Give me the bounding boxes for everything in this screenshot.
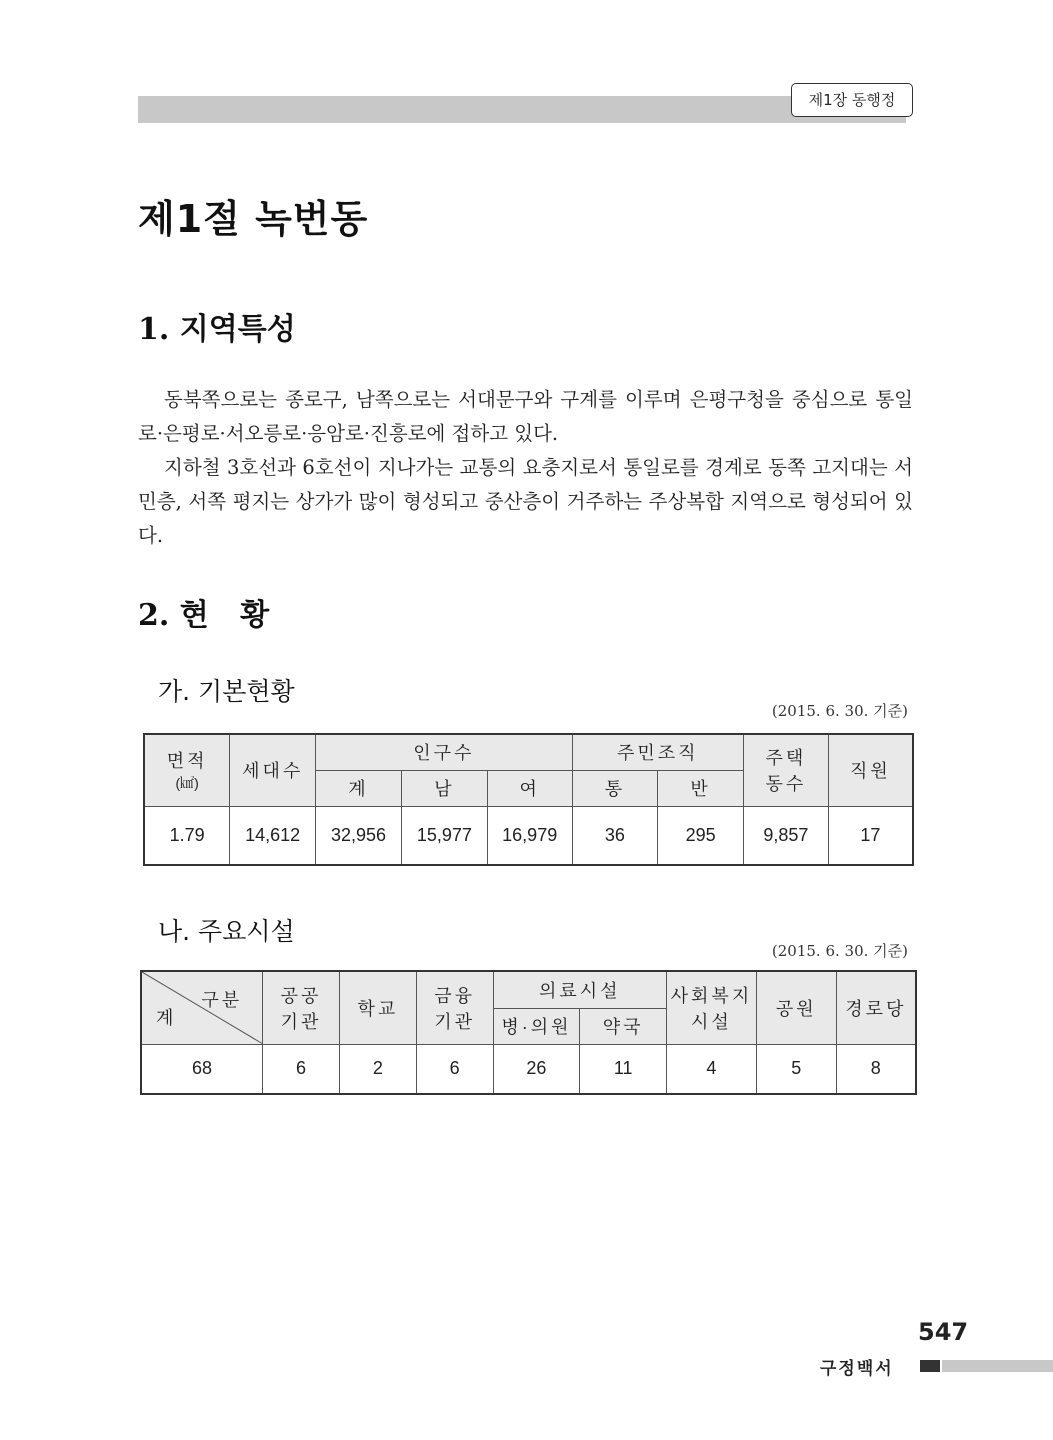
header-hospital: 병·의원	[493, 1008, 580, 1044]
value-public: 6	[263, 1044, 340, 1094]
value-households: 14,612	[230, 806, 316, 865]
header-public-1: 공공	[280, 985, 322, 1006]
heading-basic-status: 가. 기본현황	[158, 677, 295, 706]
header-public-2: 기관	[280, 1011, 322, 1032]
value-housing: 9,857	[743, 806, 828, 865]
header-finance-1: 금융	[434, 985, 476, 1006]
header-housing-1: 주택	[765, 748, 807, 769]
facilities-table	[140, 970, 917, 1095]
header-pop-male: 남	[401, 770, 487, 806]
header-pop-female: 여	[487, 770, 572, 806]
paragraph-2: 지하철 3호선과 6호선이 지나가는 교통의 요충지로서 통일로를 경계로 동쪽 고지대는 서민층, 서쪽 평지는 상가가 많이 형성되고 중산층이 거주하는 주상복합 지역으로 형성되어 있다.	[138, 456, 913, 547]
header-tong: 통	[572, 770, 658, 806]
header-population: 인구수	[316, 734, 573, 770]
header-households: 세대수	[230, 734, 316, 806]
header-welfare	[667, 971, 757, 1044]
header-category-total	[141, 971, 263, 1044]
basic-status-table	[143, 733, 914, 866]
footer-book-title: 구정백서	[820, 1359, 894, 1379]
header-housing	[743, 734, 828, 806]
header-school: 학교	[339, 971, 416, 1044]
header-resident-org: 주민조직	[572, 734, 743, 770]
value-area: 1.79	[144, 806, 230, 865]
chapter-tab: 제1장 동행정	[791, 83, 913, 117]
facilities-base-date: (2015. 6. 30. 기준)	[771, 942, 908, 960]
header-senior: 경로당	[836, 971, 916, 1044]
value-finance: 6	[416, 1044, 493, 1094]
footer-bar-light	[942, 1360, 1053, 1372]
heading-status: 2. 현 황	[138, 598, 270, 633]
value-pop-total: 32,956	[316, 806, 402, 865]
value-welfare: 4	[667, 1044, 757, 1094]
section-title: 제1절 녹번동	[138, 197, 369, 241]
body-paragraphs	[138, 383, 913, 553]
header-pop-total: 계	[316, 770, 402, 806]
header-staff: 직원	[828, 734, 913, 806]
paragraph-1: 동북쪽으로는 종로구, 남쪽으로는 서대문구와 구계를 이루며 은평구청을 중심으로 통일로·은평로·서오릉로·응암로·진흥로에 접하고 있다.	[138, 388, 913, 445]
header-area	[144, 734, 230, 806]
value-ban: 295	[658, 806, 744, 865]
value-tong: 36	[572, 806, 658, 865]
value-hospital: 26	[493, 1044, 580, 1094]
header-ban: 반	[658, 770, 744, 806]
heading-major-facilities: 나. 주요시설	[158, 917, 295, 946]
value-school: 2	[339, 1044, 416, 1094]
header-welfare-1: 사회복지	[670, 985, 753, 1006]
header-housing-2: 동수	[765, 774, 807, 795]
value-pop-male: 15,977	[401, 806, 487, 865]
header-welfare-2: 시설	[691, 1011, 732, 1032]
table-row	[141, 1044, 916, 1094]
footer-bar-dark	[920, 1360, 940, 1372]
header-category: 구분	[201, 990, 243, 1010]
page-number: 547	[918, 1318, 969, 1346]
value-total: 68	[141, 1044, 263, 1094]
basic-base-date: (2015. 6. 30. 기준)	[771, 702, 908, 720]
header-finance	[416, 971, 493, 1044]
header-medical: 의료시설	[493, 971, 667, 1008]
header-public	[263, 971, 340, 1044]
header-area-label: 면적	[166, 751, 208, 772]
value-staff: 17	[828, 806, 913, 865]
value-pharmacy: 11	[580, 1044, 667, 1094]
value-park: 5	[756, 1044, 836, 1094]
header-pharmacy: 약국	[580, 1008, 667, 1044]
heading-regional-characteristics: 1. 지역특성	[138, 312, 296, 347]
value-pop-female: 16,979	[487, 806, 572, 865]
header-finance-2: 기관	[434, 1011, 476, 1032]
header-area-unit: (㎢)	[175, 775, 199, 792]
header-park: 공원	[756, 971, 836, 1044]
header-total: 계	[156, 1007, 177, 1028]
value-senior: 8	[836, 1044, 916, 1094]
table-row	[144, 806, 913, 865]
